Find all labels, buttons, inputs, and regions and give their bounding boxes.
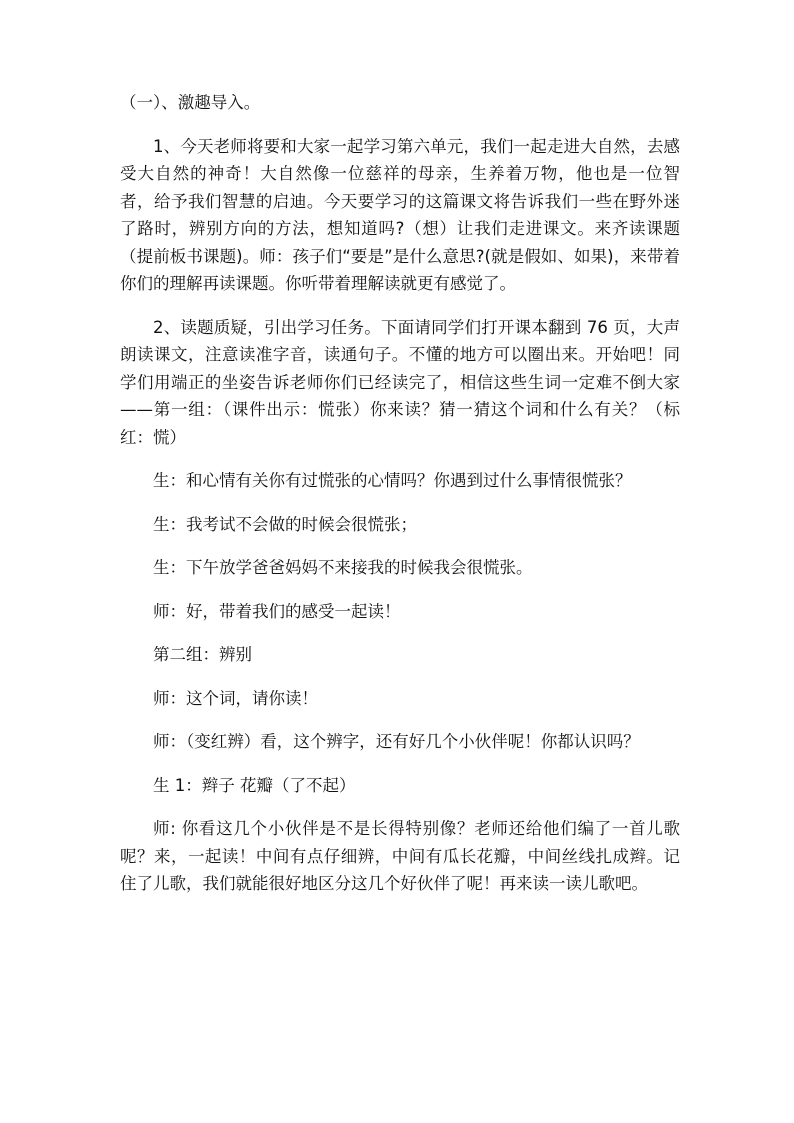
dialogue-line: 生：我考试不会做的时候会很慌张； bbox=[153, 514, 417, 534]
section-heading: （一）、激趣导入。 bbox=[120, 93, 261, 112]
document-body bbox=[120, 89, 680, 914]
dialogue-line: 师：这个词，请你读！ bbox=[153, 688, 318, 708]
dialogue-line: 师: 你看这几个小伙伴是不是长得特别像？老师还给他们编了一首儿歌呢？来，一起读！中间有点仔细辨，中间有瓜长花瓣，中间丝线扎成辫。记住了儿歌，我们就能很好地区分这几个好伙伴了呢！再来读一读儿歌吧。 bbox=[120, 819, 680, 893]
paragraph-reading-task: 2、读题质疑，引出学习任务。下面请同学们打开课本翻到 76 页，大声朗读课文，注意读准字音，读通句子。不懂的地方可以圈出来。开始吧！同学们用端正的坐姿告诉老师你们已经读完了，相信这些生词一定难不倒大家——第一组：（课件出示：慌张）你来读？猜一猜这个词和什么有关？（标红：慌） bbox=[120, 317, 680, 447]
dialogue-line: 师：（变红辨）看，这个辨字，还有好几个小伙伴呢！你都认识吗？ bbox=[153, 732, 640, 751]
group-label: 第二组：辨别 bbox=[153, 645, 252, 664]
dialogue-line: 师：好，带着我们的感受一起读！ bbox=[153, 601, 401, 621]
dialogue-line: 生：下午放学爸爸妈妈不来接我的时候我会很慌张。 bbox=[153, 558, 533, 577]
dialogue-line: 生 1：辫子 花瓣（了不起） bbox=[153, 775, 356, 795]
dialogue-line: 生：和心情有关你有过慌张的心情吗？你遇到过什么事情很慌张？ bbox=[153, 471, 632, 490]
paragraph-intro: 1、今天老师将要和大家一起学习第六单元，我们一起走进大自然，去感受大自然的神奇！大自然像一位慈祥的母亲，生养着万物，他也是一位智者，给予我们智慧的启迪。今天要学习的这篇课文将告诉我们一些在野外迷了路时，辨别方向的方法，想知道吗?（想）让我们走进课文。来齐读课题（提前板书课题)。师：孩子们“要是”是什么意思?(就是假如、如果)，来带着你们的理解再读课题。你听带着理解读就更有感觉了。 bbox=[120, 136, 680, 293]
